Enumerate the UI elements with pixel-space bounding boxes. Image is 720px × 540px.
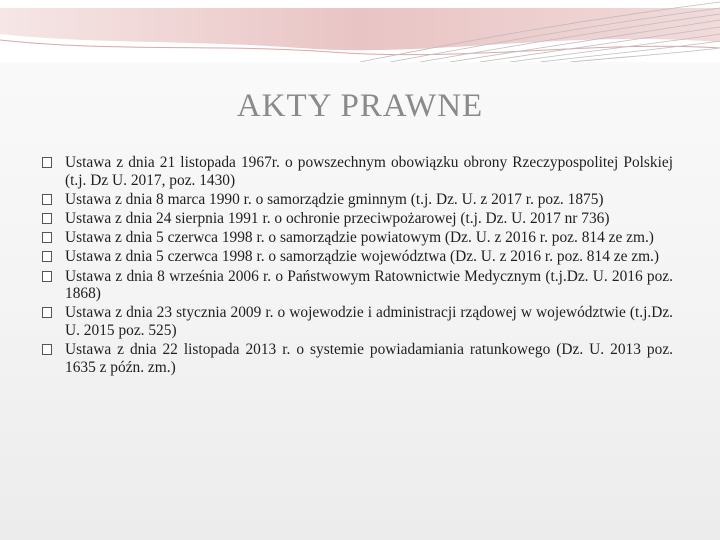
square-bullet-icon (42, 344, 52, 355)
list-item-text: Ustawa z dnia 8 marca 1990 r. o samorządzie gminnym (t.j. Dz. U. z 2017 r. poz. 1875) (65, 190, 604, 208)
list-item-text: Ustawa z dnia 23 stycznia 2009 r. o wojewodzie i administracji rządowej w województwie (t.j.Dz. U. 2015 poz. 525) (65, 304, 673, 339)
square-bullet-icon (42, 251, 52, 262)
list-item-text: Ustawa z dnia 21 listopada 1967r. o powszechnym obowiązku obrony Rzeczypospolitej Polskiej (t.j. Dz U. 2017, poz. 1430) (65, 154, 673, 189)
list-item-text: Ustawa z dnia 8 września 2006 r. o Państwowym Ratownictwie Medycznym (t.j.Dz. U. 2016 poz. 1868) (65, 267, 673, 303)
header-decoration (0, 0, 720, 62)
list-item-text: Ustawa z dnia 24 sierpnia 1991 r. o ochronie przeciwpożarowej (t.j. Dz. U. 2017 nr 736) (65, 209, 610, 227)
list-item-text: Ustawa z dnia 5 czerwca 1998 r. o samorządzie województwa (Dz. U. z 2016 r. poz. 814 ze zm.) (65, 248, 660, 266)
square-bullet-icon (42, 194, 52, 205)
list-item (41, 268, 673, 303)
list-item (41, 154, 673, 189)
list-item-text: Ustawa z dnia 5 czerwca 1998 r. o samorządzie powiatowym (Dz. U. z 2016 r. poz. 814 ze zm.) (65, 229, 654, 247)
list-item (41, 191, 673, 209)
legal-acts-list (41, 154, 673, 378)
square-bullet-icon (42, 157, 52, 168)
list-item (41, 341, 673, 376)
list-item-text: Ustawa z dnia 22 listopada 2013 r. o systemie powiadamiania ratunkowego (Dz. U. 2013 poz. 1635 z późn. zm.) (65, 341, 673, 376)
square-bullet-icon (42, 213, 52, 224)
list-item (41, 229, 673, 247)
square-bullet-icon (42, 307, 52, 318)
list-item (41, 210, 673, 228)
square-bullet-icon (42, 271, 52, 282)
list-item (41, 248, 673, 266)
square-bullet-icon (42, 232, 52, 243)
header-wave-graphic (0, 0, 720, 62)
list-item (41, 304, 673, 339)
slide-title: AKTY PRAWNE (236, 88, 484, 124)
